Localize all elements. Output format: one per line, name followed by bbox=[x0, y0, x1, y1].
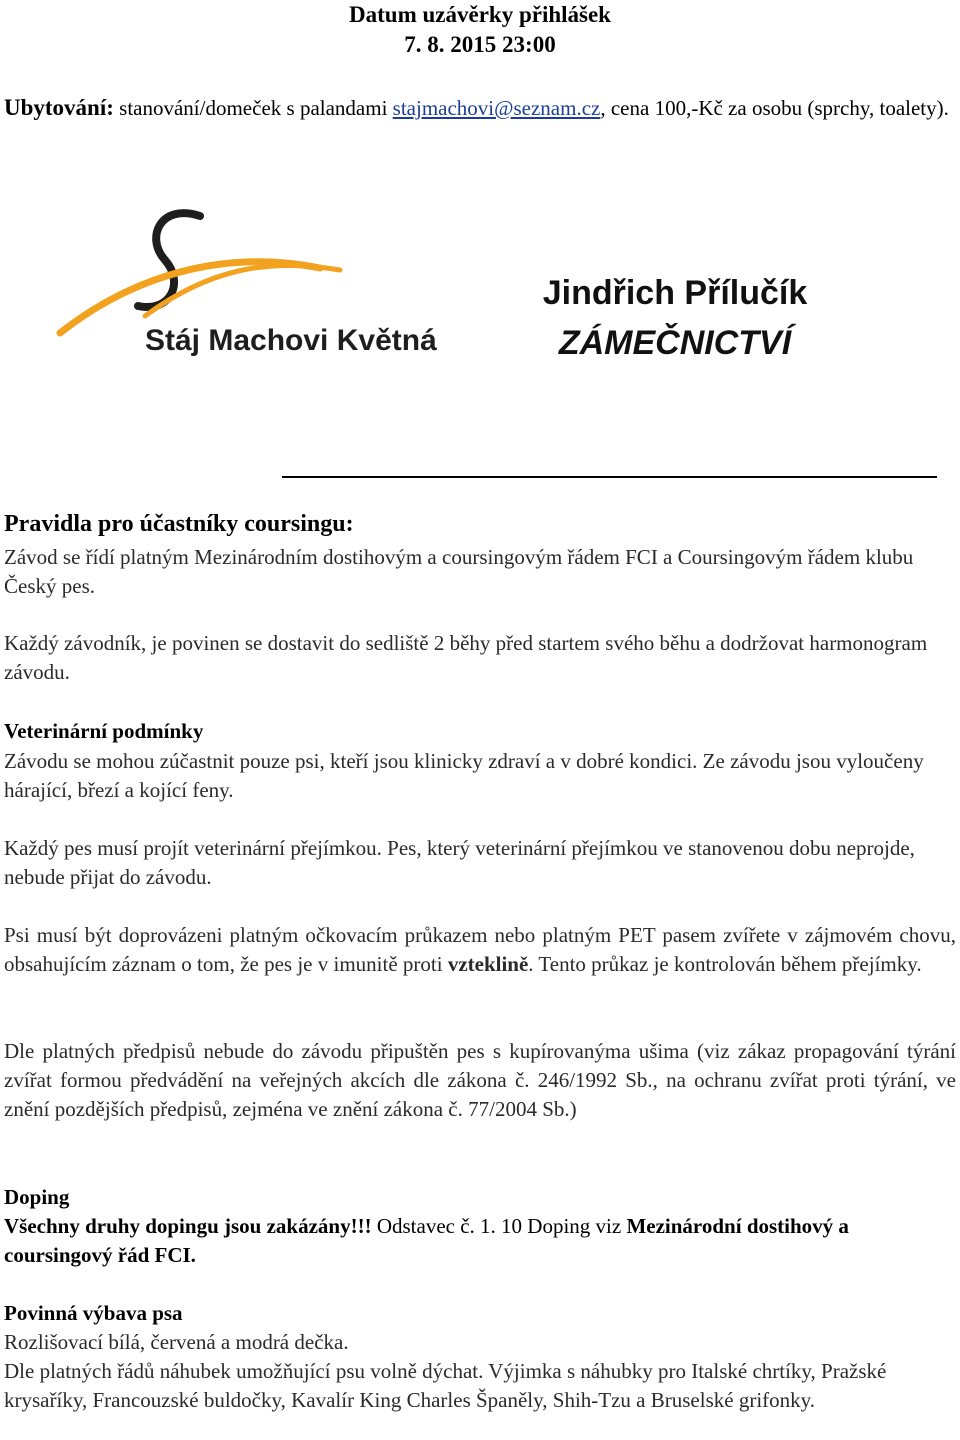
vet-p3-bold: vzteklině bbox=[447, 952, 529, 976]
accommodation-text: stanování/domeček s palandami bbox=[113, 96, 393, 120]
zamecnictvi-logo bbox=[520, 262, 830, 372]
accommodation-paragraph bbox=[4, 93, 956, 123]
zamecnictvi-subtitle: ZÁMEČNICTVÍ bbox=[558, 324, 792, 362]
vet-p3-text: Psi musí být doprovázeni platným očkovacím průkazem nebo platným PET pasem zvířete v zájmovém chovu, obsahujícím záznam o tom, že pes je v imunitě proti bbox=[4, 923, 956, 976]
email-link[interactable]: stajmachovi@seznam.cz bbox=[392, 96, 601, 120]
accommodation-label: Ubytování: bbox=[4, 95, 114, 120]
vet-p3-end: . Tento průkaz je kontrolován během přejímky. bbox=[528, 952, 922, 976]
vet-paragraph-3 bbox=[4, 921, 956, 979]
deadline-title: Datum uzávěrky přihlášek bbox=[349, 2, 611, 27]
staj-machovi-text: Stáj Machovi Květná bbox=[145, 324, 437, 357]
doping-bold-1: Všechny druhy dopingu jsou zakázány!!! bbox=[4, 1214, 372, 1238]
staj-machovi-logo bbox=[50, 198, 450, 368]
vet-paragraph-4: Dle platných předpisů nebude do závodu připuštěn pes s kupírovanýma ušima (viz zákaz propagování týrání zvířat formou předvádění na veřejných akcích dle zákona č. 246/1992 Sb., na ochranu zvířat proti týrání, ve znění pozdějších předpisů, zejména ve znění zákona č. 77/2004 Sb.) bbox=[4, 1039, 956, 1121]
deadline-date: 7. 8. 2015 23:00 bbox=[404, 32, 556, 57]
divider-line bbox=[282, 476, 937, 478]
vet-paragraph-2: Každý pes musí projít veterinární přejímkou. Pes, který veterinární přejímkou ve stanovenou dobu neprojde, nebude přijat do závodu. bbox=[4, 836, 915, 889]
swoosh-logo-icon bbox=[60, 213, 340, 333]
rules-paragraph-2: Každý závodník, je povinen se dostavit do sedliště 2 běhy před startem svého běhu a dodržovat harmonogram závodu. bbox=[4, 631, 928, 684]
equipment-title: Povinná výbava psa bbox=[4, 1301, 183, 1325]
vet-title: Veterinární podmínky bbox=[4, 719, 204, 743]
equipment-line-2: Dle platných řádů náhubek umožňující psu volně dýchat. Výjimka s náhubky pro Italské chrtíky, Pražské krysaříky, Francouzské buldočky, Kavalír King Charles Španěly, Shih-Tzu a Bruselské grifonky. bbox=[4, 1359, 887, 1412]
zamecnictvi-name: Jindřich Přílučík bbox=[542, 274, 808, 312]
vet-paragraph-1: Závodu se mohou zúčastnit pouze psi, kteří jsou klinicky zdraví a v dobré kondici. Ze závodu jsou vyloučeny hárající, březí a kojící feny. bbox=[4, 749, 924, 802]
accommodation-price: , cena 100,-Kč za osobu (sprchy, toalety). bbox=[600, 96, 949, 120]
rules-paragraph-1: Závod se řídí platným Mezinárodním dostihovým a coursingovým řádem FCI a Coursingovým řádem klubu Český pes. bbox=[4, 545, 914, 598]
equipment-line-1: Rozlišovací bílá, červená a modrá dečka. bbox=[4, 1330, 349, 1354]
doping-paragraph bbox=[4, 1212, 956, 1270]
doping-title: Doping bbox=[4, 1185, 70, 1209]
doping-bold-2: Mezinárodní dostihový a coursingový řád FCI. bbox=[4, 1214, 849, 1267]
rules-title: Pravidla pro účastníky coursingu: bbox=[4, 511, 354, 537]
doping-text: Odstavec č. 1. 10 Doping viz bbox=[371, 1214, 627, 1238]
